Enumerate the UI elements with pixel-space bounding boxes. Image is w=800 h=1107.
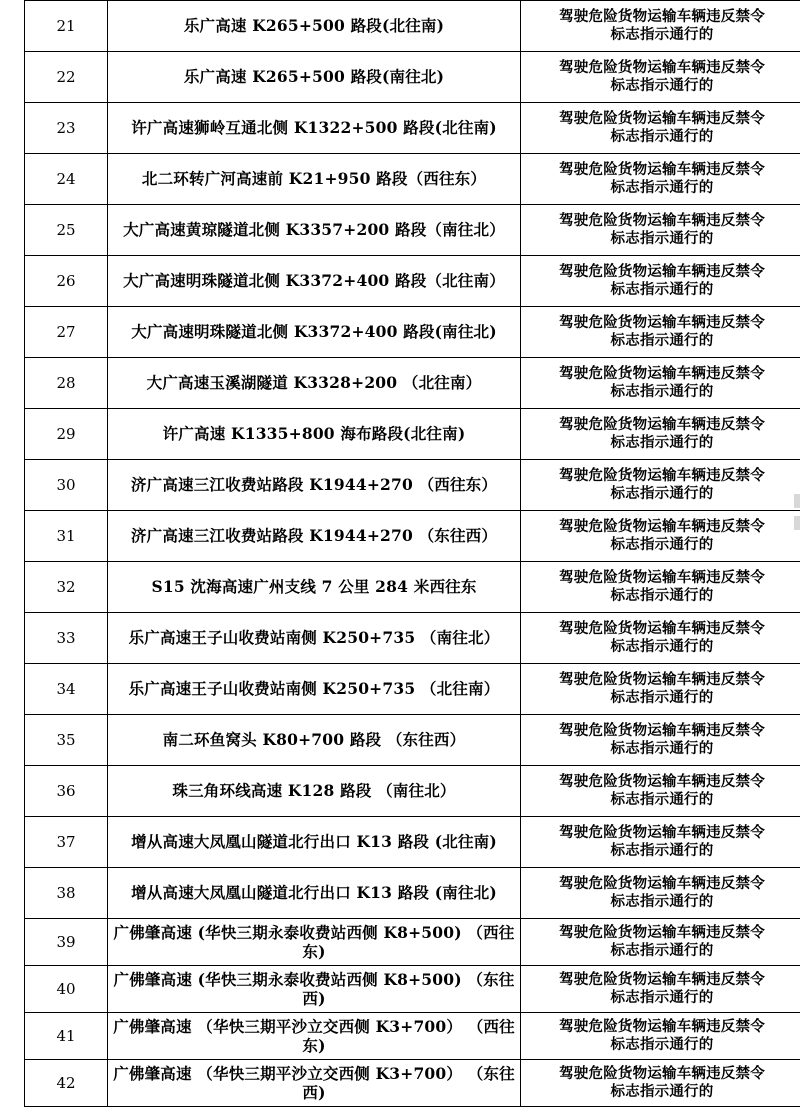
location-text: 大广高速明珠隧道北侧 K3372+400 路段(南往北)	[112, 322, 516, 341]
row-violation	[521, 154, 800, 205]
row-index: 25	[25, 205, 108, 256]
violation-line-2: 标志指示通行的	[525, 587, 799, 605]
row-location	[108, 1, 521, 52]
location-text: 济广高速三江收费站路段 K1944+270 （东往西）	[112, 526, 516, 545]
row-violation	[521, 613, 800, 664]
violation-line-2: 标志指示通行的	[525, 791, 799, 809]
row-location	[108, 664, 521, 715]
location-text: S15 沈海高速广州支线 7 公里 284 米西往东	[112, 577, 516, 596]
table-row	[25, 868, 800, 919]
row-index: 27	[25, 307, 108, 358]
page-edge-artifact	[794, 516, 800, 530]
row-violation	[521, 817, 800, 868]
violation-line-1: 驾驶危险货物运输车辆违反禁令	[525, 314, 799, 332]
violation-line-1: 驾驶危险货物运输车辆违反禁令	[525, 467, 799, 485]
violation-line-1: 驾驶危险货物运输车辆违反禁令	[525, 8, 799, 26]
table-row	[25, 966, 800, 1013]
page-edge-artifact	[794, 494, 800, 508]
row-violation	[521, 511, 800, 562]
table-row	[25, 1, 800, 52]
violation-line-2: 标志指示通行的	[525, 383, 799, 401]
table-row	[25, 766, 800, 817]
table-row	[25, 460, 800, 511]
row-index: 41	[25, 1013, 108, 1060]
table-row	[25, 256, 800, 307]
row-location	[108, 919, 521, 966]
table-body	[25, 1, 800, 1107]
row-violation	[521, 460, 800, 511]
violation-line-2: 标志指示通行的	[525, 893, 799, 911]
row-violation	[521, 966, 800, 1013]
row-violation	[521, 562, 800, 613]
row-index: 22	[25, 52, 108, 103]
table-row	[25, 52, 800, 103]
row-violation	[521, 103, 800, 154]
location-text: 许广高速 K1335+800 海布路段(北往南)	[112, 424, 516, 443]
violation-line-1: 驾驶危险货物运输车辆违反禁令	[525, 875, 799, 893]
location-text: 大广高速黄琼隧道北侧 K3357+200 路段（南往北）	[112, 220, 516, 239]
violation-line-2: 标志指示通行的	[525, 1083, 799, 1101]
violation-line-2: 标志指示通行的	[525, 128, 799, 146]
violation-line-2: 标志指示通行的	[525, 230, 799, 248]
row-location	[108, 307, 521, 358]
location-text: 乐广高速王子山收费站南侧 K250+735 （北往南）	[112, 679, 516, 698]
table-row	[25, 511, 800, 562]
row-index: 29	[25, 409, 108, 460]
row-violation	[521, 358, 800, 409]
table-row	[25, 817, 800, 868]
table-row	[25, 715, 800, 766]
violation-line-1: 驾驶危险货物运输车辆违反禁令	[525, 263, 799, 281]
row-index: 42	[25, 1060, 108, 1107]
table-row	[25, 154, 800, 205]
location-text: 北二环转广河高速前 K21+950 路段（西往东）	[112, 169, 516, 188]
table-row	[25, 409, 800, 460]
row-index: 39	[25, 919, 108, 966]
location-text: 增从高速大凤凰山隧道北行出口 K13 路段 (南往北)	[112, 883, 516, 902]
violation-line-2: 标志指示通行的	[525, 77, 799, 95]
row-violation	[521, 1060, 800, 1107]
row-violation	[521, 868, 800, 919]
row-index: 26	[25, 256, 108, 307]
violation-line-2: 标志指示通行的	[525, 842, 799, 860]
row-violation	[521, 256, 800, 307]
row-location	[108, 409, 521, 460]
location-text: 济广高速三江收费站路段 K1944+270 （西往东）	[112, 475, 516, 494]
violation-line-1: 驾驶危险货物运输车辆违反禁令	[525, 773, 799, 791]
row-index: 30	[25, 460, 108, 511]
table-row	[25, 1060, 800, 1107]
row-index: 32	[25, 562, 108, 613]
row-location	[108, 966, 521, 1013]
violation-line-2: 标志指示通行的	[525, 332, 799, 350]
location-text: 增从高速大凤凰山隧道北行出口 K13 路段 (北往南)	[112, 832, 516, 851]
row-location	[108, 868, 521, 919]
violation-line-1: 驾驶危险货物运输车辆违反禁令	[525, 59, 799, 77]
table-row	[25, 919, 800, 966]
table-row	[25, 205, 800, 256]
violation-line-1: 驾驶危险货物运输车辆违反禁令	[525, 824, 799, 842]
row-index: 31	[25, 511, 108, 562]
location-text: 许广高速狮岭互通北侧 K1322+500 路段(北往南)	[112, 118, 516, 137]
violation-line-1: 驾驶危险货物运输车辆违反禁令	[525, 416, 799, 434]
row-index: 23	[25, 103, 108, 154]
location-text: 珠三角环线高速 K128 路段 （南往北）	[112, 781, 516, 800]
violation-line-2: 标志指示通行的	[525, 179, 799, 197]
row-index: 21	[25, 1, 108, 52]
row-index: 28	[25, 358, 108, 409]
row-violation	[521, 715, 800, 766]
violation-line-1: 驾驶危险货物运输车辆违反禁令	[525, 569, 799, 587]
violation-line-1: 驾驶危险货物运输车辆违反禁令	[525, 671, 799, 689]
violation-line-2: 标志指示通行的	[525, 485, 799, 503]
row-index: 34	[25, 664, 108, 715]
violation-line-1: 驾驶危险货物运输车辆违反禁令	[525, 365, 799, 383]
violation-line-2: 标志指示通行的	[525, 281, 799, 299]
location-text: 大广高速玉溪湖隧道 K3328+200 （北往南）	[112, 373, 516, 392]
violation-line-2: 标志指示通行的	[525, 942, 799, 960]
table-row	[25, 664, 800, 715]
row-location	[108, 154, 521, 205]
violation-line-1: 驾驶危险货物运输车辆违反禁令	[525, 1018, 799, 1036]
row-location	[108, 205, 521, 256]
violation-line-2: 标志指示通行的	[525, 536, 799, 554]
location-text: 广佛肇高速 （华快三期平沙立交西侧 K3+700） （东往西)	[112, 1064, 516, 1103]
row-index: 24	[25, 154, 108, 205]
location-text: 广佛肇高速 （华快三期平沙立交西侧 K3+700） （西往东)	[112, 1017, 516, 1056]
table-row	[25, 613, 800, 664]
row-location	[108, 358, 521, 409]
row-violation	[521, 1, 800, 52]
location-text: 南二环鱼窝头 K80+700 路段 （东往西）	[112, 730, 516, 749]
table-row	[25, 562, 800, 613]
violation-line-1: 驾驶危险货物运输车辆违反禁令	[525, 518, 799, 536]
violation-line-1: 驾驶危险货物运输车辆违反禁令	[525, 212, 799, 230]
violation-line-2: 标志指示通行的	[525, 26, 799, 44]
violation-line-1: 驾驶危险货物运输车辆违反禁令	[525, 161, 799, 179]
table-row	[25, 1013, 800, 1060]
row-violation	[521, 409, 800, 460]
violation-table	[24, 0, 800, 1107]
row-location	[108, 1060, 521, 1107]
violation-line-2: 标志指示通行的	[525, 989, 799, 1007]
violation-line-2: 标志指示通行的	[525, 1036, 799, 1054]
row-index: 37	[25, 817, 108, 868]
row-location	[108, 460, 521, 511]
row-location	[108, 256, 521, 307]
row-location	[108, 613, 521, 664]
row-location	[108, 817, 521, 868]
violation-line-2: 标志指示通行的	[525, 689, 799, 707]
table-row	[25, 307, 800, 358]
row-location	[108, 766, 521, 817]
row-index: 40	[25, 966, 108, 1013]
violation-line-1: 驾驶危险货物运输车辆违反禁令	[525, 620, 799, 638]
row-violation	[521, 919, 800, 966]
row-location	[108, 103, 521, 154]
row-location	[108, 1013, 521, 1060]
row-violation	[521, 664, 800, 715]
location-text: 乐广高速 K265+500 路段(北往南)	[112, 16, 516, 35]
row-location	[108, 52, 521, 103]
table-row	[25, 358, 800, 409]
row-index: 38	[25, 868, 108, 919]
location-text: 乐广高速 K265+500 路段(南往北)	[112, 67, 516, 86]
violation-line-1: 驾驶危险货物运输车辆违反禁令	[525, 110, 799, 128]
location-text: 广佛肇高速 (华快三期永泰收费站西侧 K8+500) （西往东)	[112, 923, 516, 962]
location-text: 乐广高速王子山收费站南侧 K250+735 （南往北）	[112, 628, 516, 647]
violation-line-2: 标志指示通行的	[525, 740, 799, 758]
location-text: 大广高速明珠隧道北侧 K3372+400 路段（北往南）	[112, 271, 516, 290]
violation-line-1: 驾驶危险货物运输车辆违反禁令	[525, 1065, 799, 1083]
row-index: 33	[25, 613, 108, 664]
violation-line-1: 驾驶危险货物运输车辆违反禁令	[525, 924, 799, 942]
row-index: 36	[25, 766, 108, 817]
violation-line-1: 驾驶危险货物运输车辆违反禁令	[525, 971, 799, 989]
row-violation	[521, 307, 800, 358]
row-violation	[521, 766, 800, 817]
violation-line-2: 标志指示通行的	[525, 638, 799, 656]
row-index: 35	[25, 715, 108, 766]
row-location	[108, 562, 521, 613]
location-text: 广佛肇高速 (华快三期永泰收费站西侧 K8+500) （东往西)	[112, 970, 516, 1009]
row-violation	[521, 205, 800, 256]
row-violation	[521, 52, 800, 103]
row-location	[108, 715, 521, 766]
violation-line-1: 驾驶危险货物运输车辆违反禁令	[525, 722, 799, 740]
table-row	[25, 103, 800, 154]
violation-line-2: 标志指示通行的	[525, 434, 799, 452]
row-location	[108, 511, 521, 562]
row-violation	[521, 1013, 800, 1060]
